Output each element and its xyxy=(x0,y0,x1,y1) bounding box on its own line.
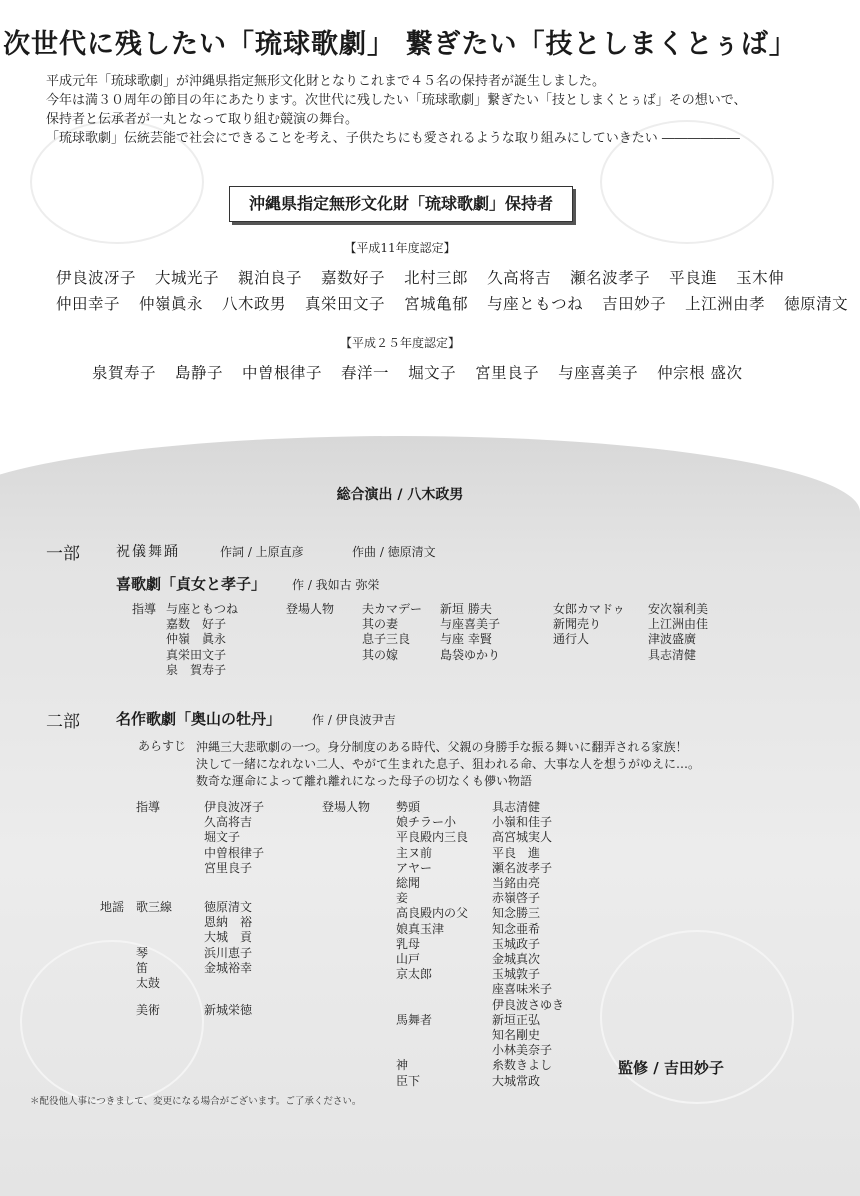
art-label: 美術 xyxy=(136,1003,161,1017)
guidance-name: 嘉数 好子 xyxy=(166,617,227,632)
part1-guidance-label: 指導 xyxy=(132,602,157,616)
role-name: 新聞売り xyxy=(553,617,602,632)
actor-name: 高宮城実人 xyxy=(492,830,553,845)
role-name: 通行人 xyxy=(553,632,590,647)
holder-name: 大城光子 xyxy=(155,269,220,287)
part1-music-credit: 作曲 / 徳原清文 xyxy=(352,545,436,559)
music-roles xyxy=(136,900,172,991)
guidance-name: 宮里良子 xyxy=(204,860,253,875)
intro-line: 今年は満３０周年の節目の年にあたります。次世代に残したい「琉球歌劇」繋ぎたい「技としまくとぅば」その想いで、 xyxy=(46,93,747,108)
music-names xyxy=(204,900,252,976)
holder-name: 吉田妙子 xyxy=(602,295,667,313)
music-role: 笛 xyxy=(136,960,149,975)
holder-name: 泉賀寿子 xyxy=(92,364,157,382)
holder-name: 仲宗根 盛次 xyxy=(657,364,743,382)
guidance-name: 真栄田文子 xyxy=(166,647,227,662)
actor-name: 新垣 勝夫 xyxy=(440,602,492,616)
jikata-label: 地謡 xyxy=(100,900,125,914)
role-name: 京太郎 xyxy=(396,967,433,982)
part2-actors xyxy=(492,800,564,1089)
part1-guidance-list xyxy=(166,602,238,678)
role-name: 息子三良 xyxy=(362,632,411,647)
actor-name: 知念亜希 xyxy=(492,921,541,936)
holder-name: 北村三郎 xyxy=(404,269,469,287)
part1-roles-b xyxy=(553,602,625,648)
intro-line: 保持者と伝承者が一丸となって取り組む競演の舞台。 xyxy=(46,112,359,127)
holder-name: 嘉数好子 xyxy=(321,269,386,287)
spacer xyxy=(396,998,468,1013)
music-role xyxy=(136,915,172,930)
holder-name: 瀬名波孝子 xyxy=(570,269,651,287)
holder-name: 仲嶺眞永 xyxy=(139,295,204,313)
actor-name: 瀬名波孝子 xyxy=(492,860,553,875)
role-name: 神 xyxy=(396,1058,409,1073)
holder-name: 親泊良子 xyxy=(238,269,303,287)
holder-name: 徳原清文 xyxy=(784,295,849,313)
synopsis-line: 決して一緒になれない二人、やがて生まれた息子、狙われる命、大事な人を想うがゆえに…。 xyxy=(196,757,701,771)
guidance-name: 仲嶺 眞永 xyxy=(166,632,227,647)
part2-play-author: 作 / 伊良波尹吉 xyxy=(312,713,396,727)
role-name: 平良殿内三良 xyxy=(396,830,469,845)
year-label: 【平成11年度認定】 xyxy=(344,241,456,255)
musician-name: 大城 貢 xyxy=(204,930,253,945)
spacer xyxy=(396,982,468,997)
holder-names-row xyxy=(56,292,848,314)
holder-name: 玉木伸 xyxy=(736,269,785,287)
holder-name: 伊良波冴子 xyxy=(56,269,137,287)
holders-banner-text: 沖縄県指定無形文化財「琉球歌劇」保持者 xyxy=(248,194,553,213)
guidance-name: 伊良波冴子 xyxy=(204,800,265,814)
role-name: 臣下 xyxy=(396,1073,421,1088)
art-name: 新城栄徳 xyxy=(204,1003,253,1017)
general-director: 総合演出 / 八木政男 xyxy=(336,487,464,503)
actor-name: 赤嶺啓子 xyxy=(492,891,541,906)
musician-name: 徳原清文 xyxy=(204,900,253,914)
holder-name: 堀文子 xyxy=(408,364,457,382)
actor-name: 新垣正弘 xyxy=(492,1012,541,1027)
part2-cast-label: 登場人物 xyxy=(322,800,371,814)
actor-name: 具志清健 xyxy=(648,647,697,662)
actor-name: 当銘由亮 xyxy=(492,876,541,891)
holder-name: 真栄田文子 xyxy=(305,295,386,313)
holder-name: 久高将吉 xyxy=(487,269,552,287)
part1-cast-label: 登場人物 xyxy=(286,602,335,616)
part2-play-title: 名作歌劇「奥山の牡丹」 xyxy=(116,710,282,728)
part2-guidance-label: 指導 xyxy=(136,800,161,814)
part1-roles-a xyxy=(362,602,422,663)
actor-name: 小嶺和佳子 xyxy=(492,815,553,830)
actor-name: 大城常政 xyxy=(492,1073,541,1088)
actor-name: 上江洲由佳 xyxy=(648,617,709,632)
part1-dance-title: 祝儀舞踊 xyxy=(116,544,180,560)
part1-label: 一部 xyxy=(46,544,80,564)
role-name: 高良殿内の父 xyxy=(396,906,469,921)
holder-names-row xyxy=(92,361,762,383)
holder-name: 上江洲由孝 xyxy=(685,295,766,313)
actor-name: 平良 進 xyxy=(492,845,541,860)
role-name: 其の妻 xyxy=(362,617,399,632)
holder-name: 宮里良子 xyxy=(475,364,540,382)
holder-names-row xyxy=(56,266,803,288)
holder-name: 平良進 xyxy=(669,269,718,287)
part2-label: 二部 xyxy=(46,712,80,732)
music-role xyxy=(136,930,172,945)
role-name: 馬舞者 xyxy=(396,1012,433,1027)
intro-line: 「琉球歌劇」伝統芸能で社会にできることを考え、子供たちにも愛されるような取り組みにしていきたい ―――――― xyxy=(46,131,740,146)
part1-play-title: 喜歌劇「貞女と孝子」 xyxy=(116,575,267,593)
holder-name: 宮城亀郁 xyxy=(404,295,469,313)
musician-name: 金城裕幸 xyxy=(204,960,253,975)
year-label: 【平成２５年度認定】 xyxy=(339,336,460,350)
page-title: 次世代に残したい「琉球歌劇」 繋ぎたい「技としまくとぅば」 xyxy=(3,29,797,60)
part1-actors-b xyxy=(648,602,708,663)
synopsis-line: 沖縄三大悲歌劇の一つ。身分制度のある時代、父親の身勝手な振る舞いに翻弄される家族！ xyxy=(196,740,688,754)
holder-name: 八木政男 xyxy=(222,295,287,313)
footnote: ＊配役他人事につきまして、変更になる場合がございます。ご了承ください。 xyxy=(30,1096,362,1107)
role-name: アヤー xyxy=(396,860,433,875)
synopsis-label: あらすじ xyxy=(138,739,187,753)
role-name: 女郎カマドゥ xyxy=(553,602,625,616)
role-name: 主ヌ前 xyxy=(396,845,433,860)
role-name: 乳母 xyxy=(396,936,421,951)
role-name: 総聞 xyxy=(396,876,421,891)
guidance-name: 中曽根律子 xyxy=(204,845,265,860)
part1-play-author: 作 / 我如古 弥栄 xyxy=(292,578,380,592)
actor-name: 小林美奈子 xyxy=(492,1043,553,1058)
part1-actors-a xyxy=(440,602,500,663)
holder-name: 与座喜美子 xyxy=(558,364,639,382)
role-name: 夫カマデー xyxy=(362,602,423,616)
supervisor: 監修 / 吉田妙子 xyxy=(618,1059,724,1077)
holder-name: 中曽根律子 xyxy=(242,364,323,382)
music-role: 太鼓 xyxy=(136,975,161,990)
role-name: 妾 xyxy=(396,891,409,906)
role-name: 其の嫁 xyxy=(362,647,399,662)
musician-name: 恩納 裕 xyxy=(204,915,253,930)
music-role: 琴 xyxy=(136,945,149,960)
actor-name: 座喜味米子 xyxy=(492,982,553,997)
music-role: 歌三線 xyxy=(136,900,173,914)
holder-name: 与座ともつね xyxy=(487,295,584,313)
spacer xyxy=(396,1043,468,1058)
actor-name: 与座喜美子 xyxy=(440,617,501,632)
role-name: 勢頭 xyxy=(396,800,421,814)
musician-name: 浜川恵子 xyxy=(204,945,253,960)
actor-name: 伊良波さゆき xyxy=(492,997,565,1012)
part1-lyrics-credit: 作詞 / 上原直彦 xyxy=(220,545,304,559)
spacer xyxy=(396,1028,468,1043)
actor-name: 具志清健 xyxy=(492,800,541,814)
part2-guidance-list xyxy=(204,800,264,876)
holders-banner xyxy=(229,186,573,222)
holder-name: 仲田幸子 xyxy=(56,295,121,313)
guidance-name: 泉 賀寿子 xyxy=(166,662,227,677)
role-name: 娘真玉津 xyxy=(396,921,445,936)
actor-name: 島袋ゆかり xyxy=(440,647,501,662)
actor-name: 知念勝三 xyxy=(492,906,541,921)
floral-pattern xyxy=(20,940,204,1104)
actor-name: 玉城敦子 xyxy=(492,967,541,982)
intro-line: 平成元年「琉球歌劇」が沖縄県指定無形文化財となりこれまで４５名の保持者が誕生しました。 xyxy=(46,74,606,89)
holder-name: 春洋一 xyxy=(341,364,390,382)
actor-name: 津波盛廣 xyxy=(648,632,697,647)
actor-name: 糸数きよし xyxy=(492,1058,553,1073)
synopsis-line: 数奇な運命によって離れ離れになった母子の切なくも儚い物語 xyxy=(196,774,533,788)
guidance-name: 久高将吉 xyxy=(204,815,253,830)
actor-name: 玉城政子 xyxy=(492,936,541,951)
part2-roles xyxy=(396,800,468,1089)
synopsis-text xyxy=(196,739,700,790)
actor-name: 知名剛史 xyxy=(492,1028,541,1043)
holder-name: 島静子 xyxy=(175,364,224,382)
actor-name: 金城真次 xyxy=(492,952,541,967)
guidance-name: 与座ともつね xyxy=(166,602,239,616)
actor-name: 与座 幸賢 xyxy=(440,632,492,647)
actor-name: 安次嶺利美 xyxy=(648,602,709,616)
guidance-name: 堀文子 xyxy=(204,830,241,845)
role-name: 娘チラー小 xyxy=(396,815,457,830)
role-name: 山戸 xyxy=(396,952,421,967)
